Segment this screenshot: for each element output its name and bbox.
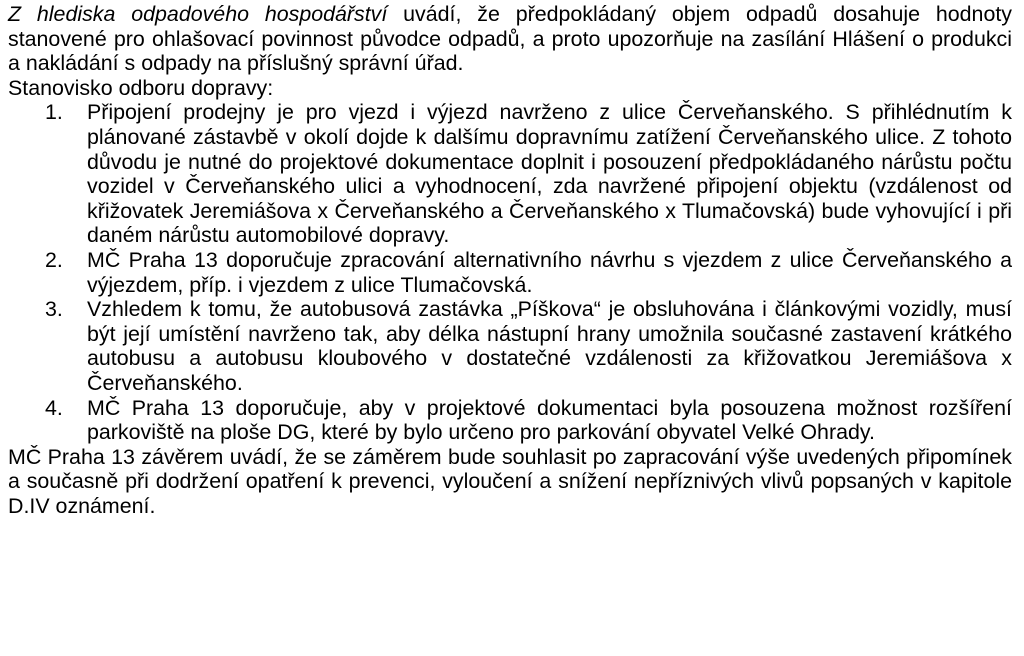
intro-italic-lead: Z hlediska odpadového hospodářství [8,2,388,26]
list-item [8,297,1012,395]
intro-paragraph [8,0,1012,76]
list-item-text: Vzhledem k tomu, že autobusová zastávka „Píškova“ je obsluhována i článkovými vozidly, musí být její umístění navrženo tak, aby délka nástupní hrany umožnila současné zastavení krátkého autobusu a autobusu kloubového v dostatečné vzdálenosti za křižovatkou Jeremiášova x Červeňanského. [87,297,1012,395]
numbered-list [8,100,1012,444]
section-heading: Stanovisko odboru dopravy: [8,75,274,100]
list-item [8,100,1012,248]
intro-text: uvádí, že předpokládaný objem odpadů dosahuje hodnoty stanovené pro ohlašovací povinnost původce odpadů, a proto upozorňuje na zasílání Hlášení o produkci a nakládání s odpady na příslušný správní úřad. [8,2,1012,76]
list-item-text: MČ Praha 13 doporučuje zpracování alternativního návrhu s vjezdem z ulice Červeňanského a výjezdem, příp. i vjezdem z ulice Tlumačovská. [87,247,1012,297]
list-item-number: 1. [45,100,63,125]
list-item [8,248,1012,297]
conclusion-paragraph: MČ Praha 13 závěrem uvádí, že se záměrem bude souhlasit po zapracování výše uvedených připomínek a současně při dodržení opatření k prevenci, vyloučení a snížení nepříznivých vlivů popsaných v kapitole D.IV oznámení. [8,444,1012,518]
list-item-number: 3. [45,297,63,322]
list-item-number: 2. [45,247,63,272]
list-item [8,396,1012,445]
list-item-text: MČ Praha 13 doporučuje, aby v projektové dokumentaci byla posouzena možnost rozšíření parkoviště na ploše DG, které by bylo určeno pro parkování obyvatel Velké Ohrady. [87,395,1012,445]
list-item-number: 4. [45,395,63,420]
list-item-text: Připojení prodejny je pro vjezd i výjezd navrženo z ulice Červeňanského. S přihlédnutím k plánované zástavbě v okolí dojde k dalšímu dopravnímu zatížení Červeňanského ulice. Z tohoto důvodu je nutné do projektové dokumentace doplnit i posouzení předpokládaného nárůstu počtu vozidel v Červeňanského ulici a vyhodnocení, zda navržené připojení objektu (vzdálenost od křižovatek Jeremiášova x Červeňanského a Červeňanského x Tlumačovská) bude vyhovující i při daném nárůstu automobilové dopravy. [87,100,1012,248]
